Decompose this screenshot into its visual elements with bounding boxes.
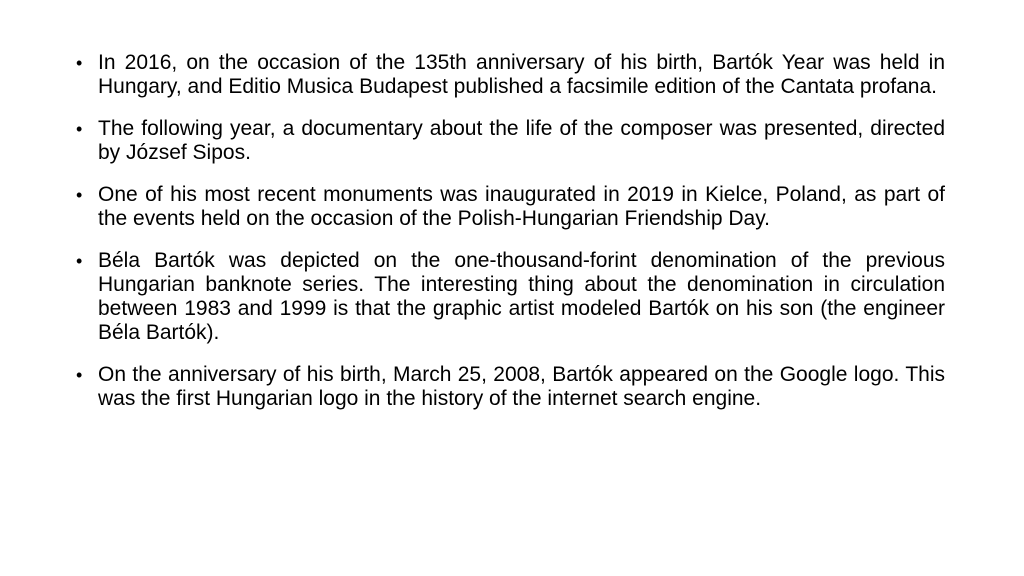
bullet-list xyxy=(76,51,945,429)
bullet-text: In 2016, on the occasion of the 135th anniversary of his birth, Bartók Year was held in Hungary, and Editio Musica Budapest published a facsimile edition of the Cantata profana. xyxy=(98,51,945,98)
bullet-icon: • xyxy=(76,185,83,205)
bullet-text: Béla Bartók was depicted on the one-thousand-forint denomination of the previous Hungarian banknote series. The interesting thing about the denomination in circulation between 1983 and 1999 is that the graphic artist modeled Bartók on his son (the engineer Béla Bartók). xyxy=(98,249,945,344)
bullet-icon: • xyxy=(76,251,83,271)
bullet-icon: • xyxy=(76,365,83,385)
bullet-item xyxy=(76,117,945,165)
bullet-item xyxy=(76,249,945,345)
bullet-text: One of his most recent monuments was inaugurated in 2019 in Kielce, Poland, as part of the events held on the occasion of the Polish-Hungarian Friendship Day. xyxy=(98,183,945,230)
bullet-text: On the anniversary of his birth, March 25, 2008, Bartók appeared on the Google logo. This was the first Hungarian logo in the history of the internet search engine. xyxy=(98,363,945,410)
bullet-icon: • xyxy=(76,53,83,73)
bullet-item xyxy=(76,363,945,411)
bullet-item xyxy=(76,51,945,99)
bullet-item xyxy=(76,183,945,231)
bullet-icon: • xyxy=(76,119,83,139)
bullet-text: The following year, a documentary about the life of the composer was presented, directed by József Sipos. xyxy=(98,117,945,164)
